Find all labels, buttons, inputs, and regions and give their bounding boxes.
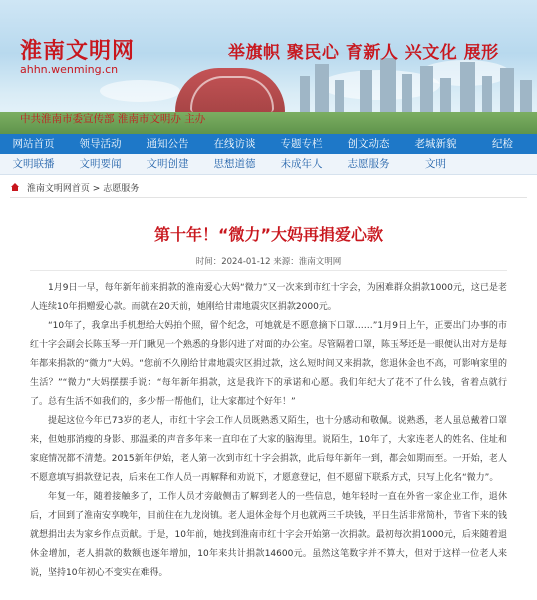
subnav-item-creation[interactable]: 文明创建 — [146, 158, 189, 170]
subnav-item-more[interactable]: 文明 — [425, 158, 446, 170]
nav-item-notices[interactable]: 通知公告 — [146, 138, 189, 150]
subnav-item-broadcast[interactable]: 文明联播 — [12, 158, 55, 170]
host-organization: 中共淮南市委宣传部 淮南市文明办 主办 — [20, 113, 206, 125]
subnav-item-minors[interactable]: 未成年人 — [280, 158, 323, 170]
article-paragraph: 提起这位今年已73岁的老人，市红十字会工作人员既熟悉又陌生，也十分感动和敬佩。说熟悉，老人虽总戴着口罩来，但她那消瘦的身影、那温柔的声音多年来一直印在了大家的脑海里。说陌生，10年了，大家连老人的姓名、住址和家庭情况都不清楚。2015新年伊始，老人第一次到市红十字会捐款，此后每年新年一到，都会如期而至。一开始，老人不愿意填写捐款登记表，后来在工作人员一再解释和劝说下，才愿意登记，但不愿留下联系方式，只写上化名“微力”。 — [30, 416, 507, 483]
article-paragraph: 1月9日一早，每年新年前来捐款的淮南爱心大妈“微力”又一次来到市红十字会，为困难群众捐款1000元，这已是老人连续10年捐赠爱心款。而就在20天前，她刚给甘肃地震灾区捐款2000元。 — [30, 283, 507, 312]
meta-divider — [30, 270, 507, 271]
nav-item-interviews[interactable]: 在线访谈 — [213, 138, 256, 150]
nav-item-civilization-news[interactable]: 创文动态 — [347, 138, 390, 150]
article-title: 第十年！“微力”大妈再捐爱心款 — [153, 225, 384, 244]
home-icon — [10, 182, 20, 192]
secondary-nav — [0, 154, 537, 175]
article-paragraph: 年复一年，随着接触多了，工作人员才旁敲侧击了解到老人的一些信息，她年轻时一直在外省一家企业工作，退休后，才回到了淮南安享晚年，目前住在九龙岗镇。老人退休金每个月也就两三千块钱，平日生活非常简朴，节省下来的钱就想捐出去为家乡作点贡献。于是，10年前，她找到淮南市红十字会开始第一次捐款。最初每次捐1000元，后来随着退休金增加，老人捐款的数额也逐年增加，10年来共计捐款14600元。虽然这笔数字并不算大，但对于这样一位老人来说，坚持10年初心不变实在难得。 — [30, 492, 508, 578]
breadcrumb-current[interactable]: 志愿服务 — [103, 184, 140, 194]
article-body — [30, 279, 507, 583]
subnav-item-news[interactable]: 文明要闻 — [79, 158, 122, 170]
article-paragraph: “10年了，我拿出手机想给大妈拍个照，留个纪念，可她就是不愿意摘下口罩……”1月9日上午，正要出门办事的市红十字会副会长陈玉琴一开门瞅见一个熟悉的身影闪进了对面的办公室。尽管隔着口罩，陈玉琴还是一眼便认出对方是每年都来捐款的“微力”大妈。“您前不久刚给甘肃地震灾区捐过款，这么短时间又来捐款，您退休金也不高，可影响家里的生活？”“微力”大妈摆摆手说：“每年新年捐款，这是我许下的承诺和心愿。我们年纪大了花不了什么钱，省着点就行了。总有生活不如我们的，多少帮一帮他们，让大家都过个好年！” — [30, 321, 508, 407]
nav-item-home[interactable]: 网站首页 — [12, 138, 55, 150]
breadcrumb-home[interactable]: 淮南文明网首页 — [26, 184, 90, 194]
nav-item-discipline[interactable]: 纪检 — [492, 138, 513, 150]
nav-item-topics[interactable]: 专题专栏 — [280, 138, 323, 150]
nav-item-old-city[interactable]: 老城新貌 — [414, 138, 457, 150]
header-banner — [0, 0, 537, 134]
breadcrumb — [10, 181, 139, 194]
header-slogan: 举旗帜 聚民心 育新人 兴文化 展形 — [228, 43, 499, 63]
breadcrumb-separator: > — [92, 184, 101, 194]
article-meta: 时间：2024-01-12 来源：淮南文明网 — [195, 257, 342, 267]
site-title[interactable]: 淮南文明网 — [20, 39, 136, 64]
nav-item-leaders[interactable]: 领导活动 — [79, 138, 122, 150]
primary-nav — [0, 134, 537, 154]
subnav-item-volunteer[interactable]: 志愿服务 — [347, 158, 390, 170]
breadcrumb-divider — [10, 197, 527, 198]
site-url: ahhn.wenming.cn — [20, 63, 119, 76]
subnav-item-morality[interactable]: 思想道德 — [213, 158, 256, 170]
